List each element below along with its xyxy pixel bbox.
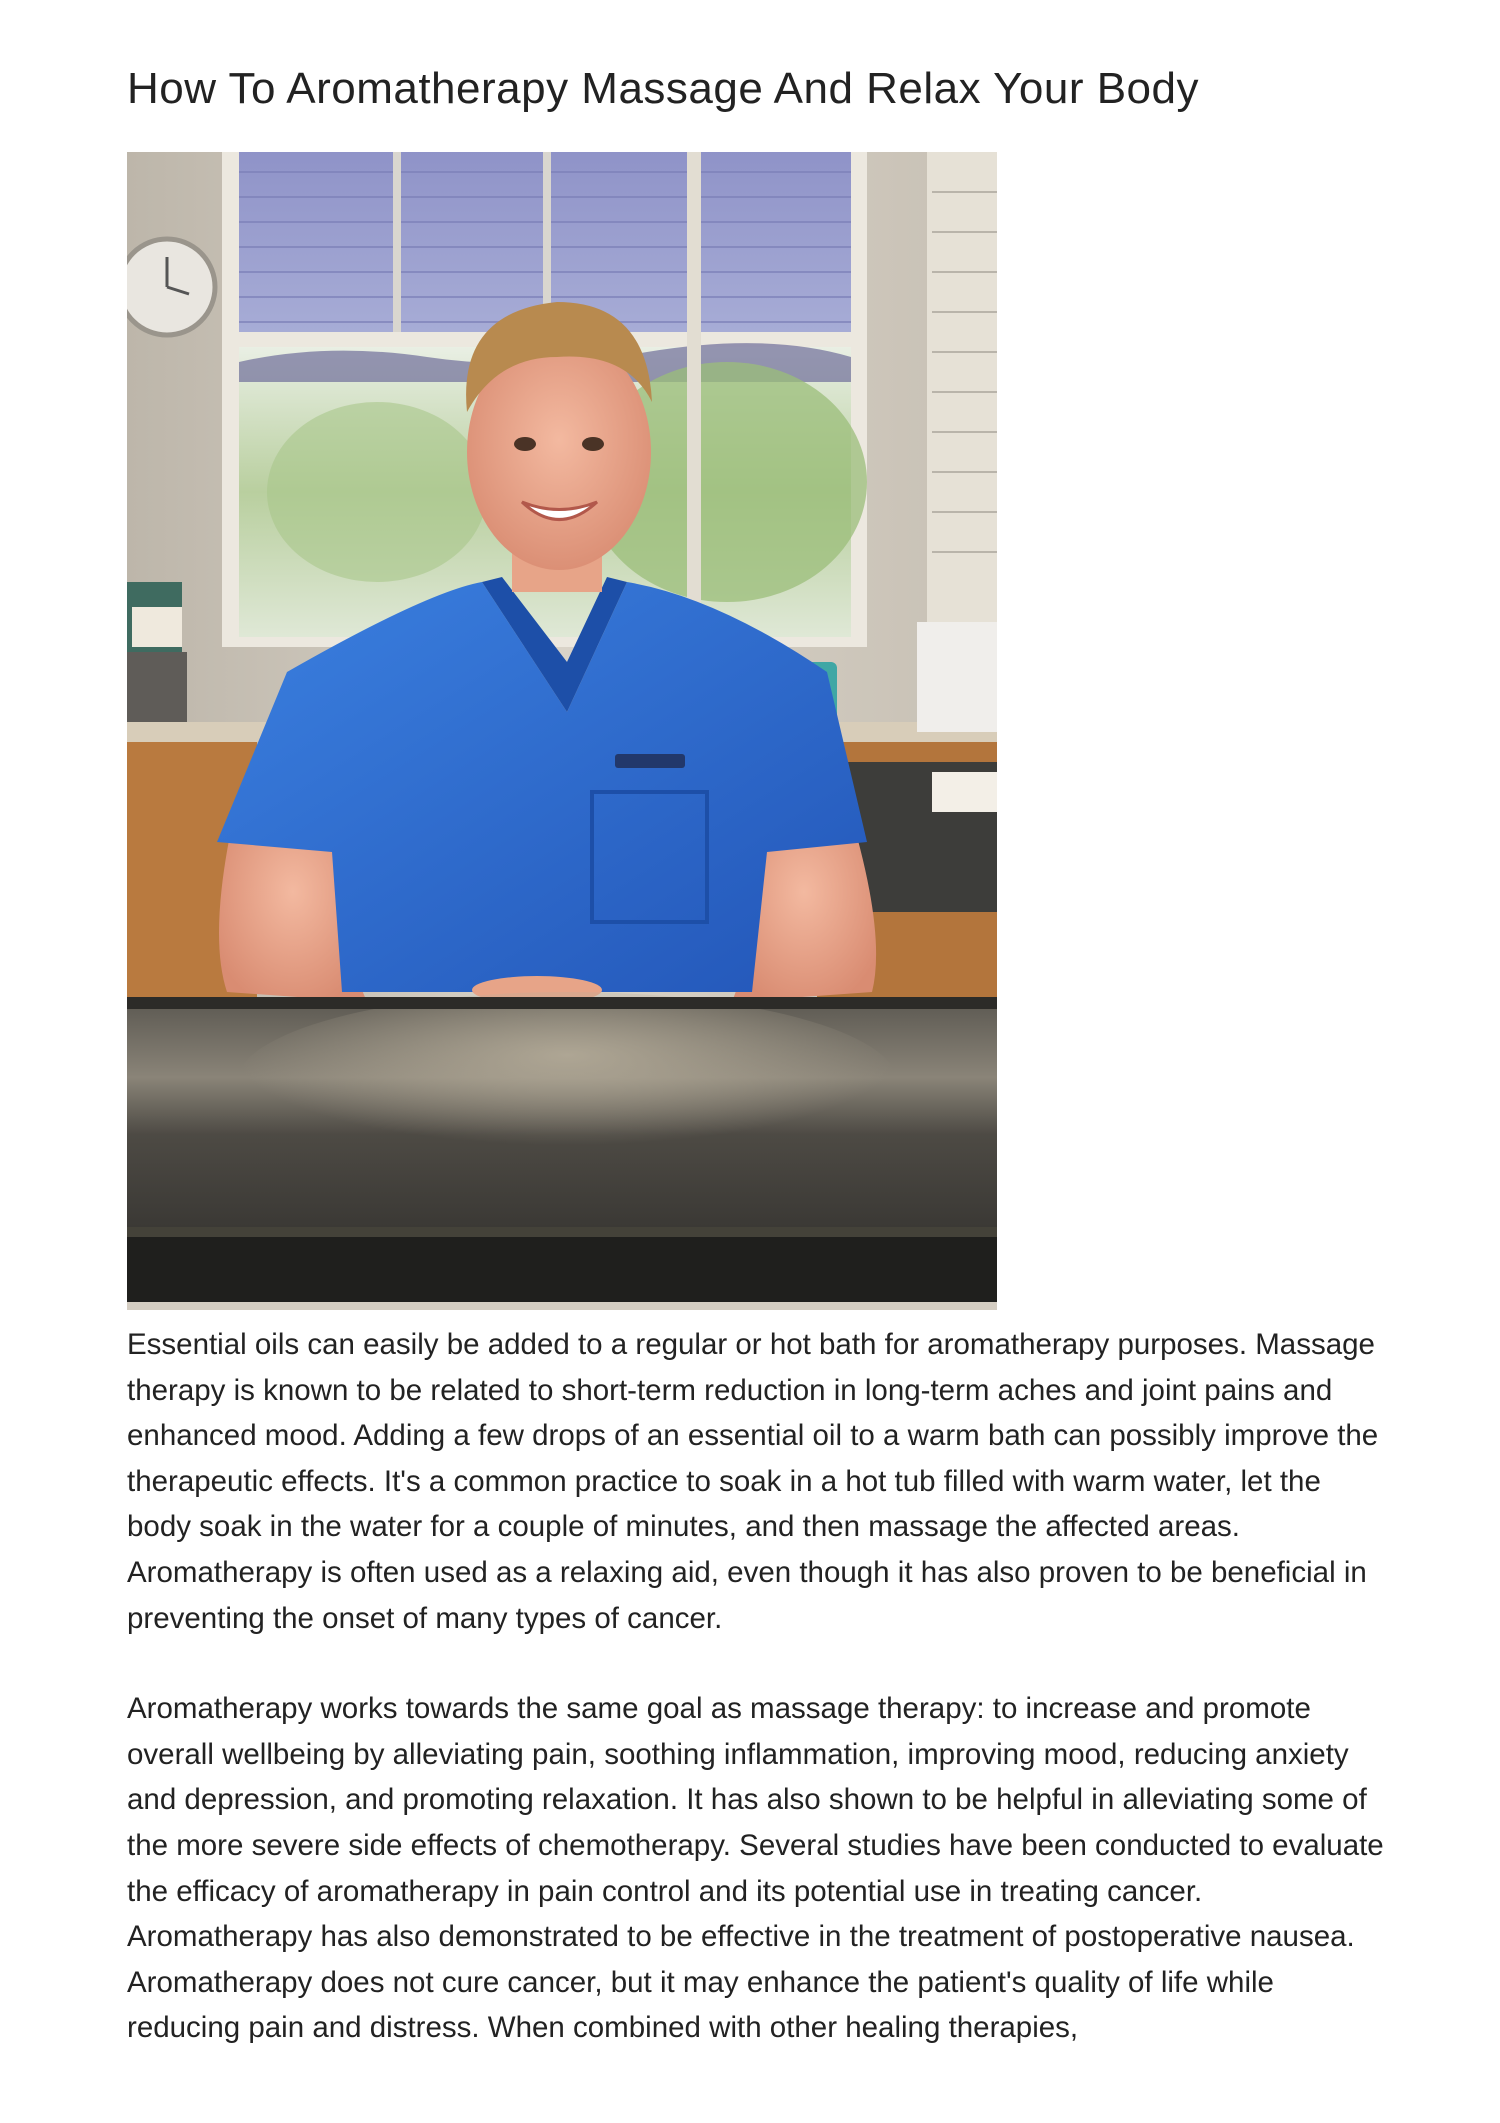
article-photo (127, 152, 997, 1310)
paragraph-1: Essential oils can easily be added to a regular or hot bath for aromatherapy purposes. Massage therapy is known to be related to short-term reduction in long-term aches and joint pains and enhanced mood. Adding a few drops of an essential oil to a warm bath can possibly improve the therapeutic effects. It's a common practice to soak in a hot tub filled with warm water, let the body soak in the water for a couple of minutes, and then massage the affected areas. Aromatherapy is often used as a relaxing aid, even though it has also proven to be beneficial in preventing the onset of many types of cancer. (127, 1328, 1379, 1635)
paragraph-2: Aromatherapy works towards the same goal as massage therapy: to increase and promote overall wellbeing by alleviating pain, soothing inflammation, improving mood, reducing anxiety and depression, and promoting relaxation. It has also shown to be helpful in alleviating some of the more severe side effects of chemotherapy. Several studies have been conducted to evaluate the efficacy of aromatherapy in pain control and its potential use in treating cancer. Aromatherapy has also demonstrated to be effective in the treatment of postoperative nausea. Aromatherapy does not cure cancer, but it may enhance the patient's quality of life while reducing pain and distress. When combined with other healing therapies, (127, 1692, 1384, 2045)
page-title: How To Aromatherapy Massage And Relax Your Body (127, 64, 1199, 113)
article-body (127, 1322, 1389, 2096)
photo-illustration (127, 152, 997, 1310)
